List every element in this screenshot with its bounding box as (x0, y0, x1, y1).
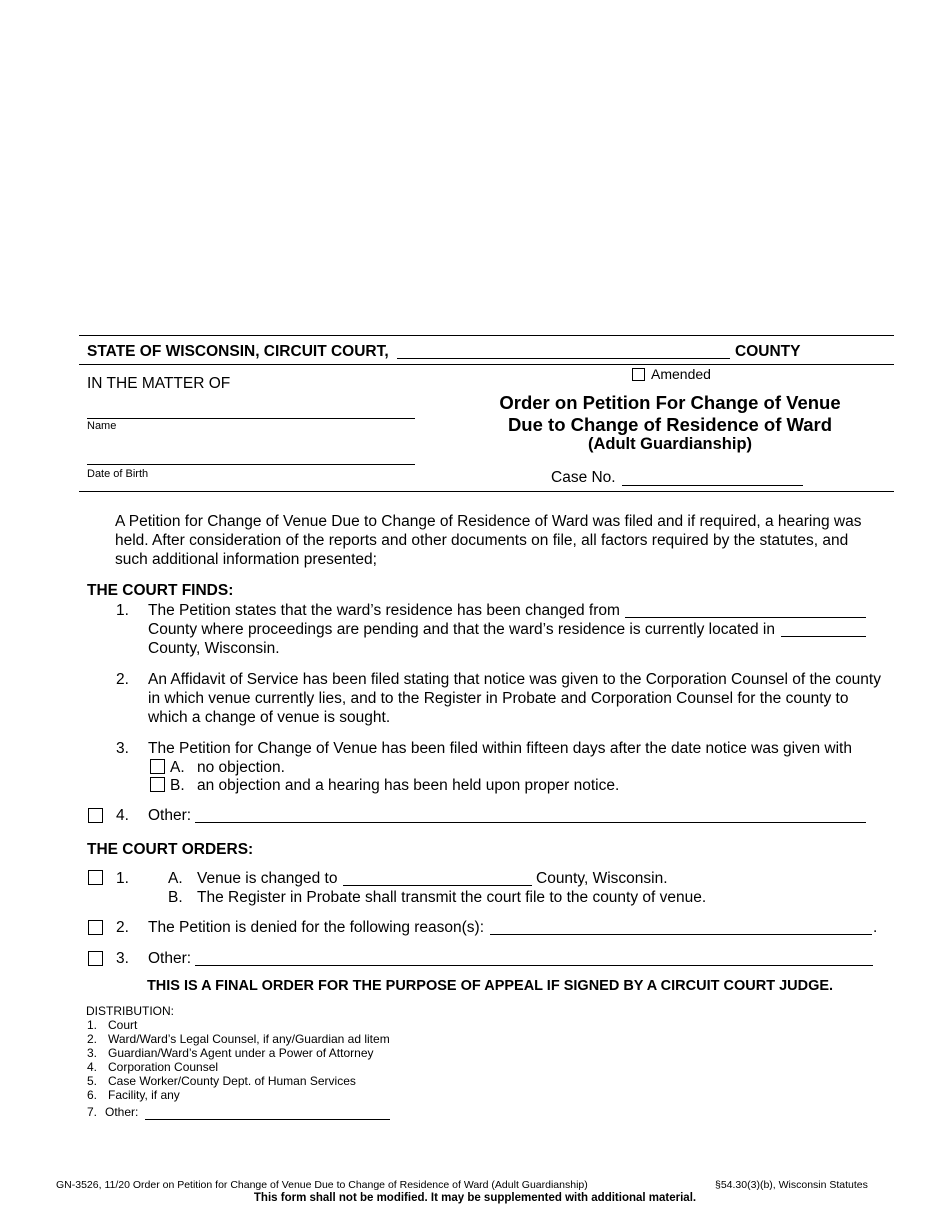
order-other-field[interactable] (195, 965, 873, 966)
form-title-line3: (Adult Guardianship) (587, 435, 753, 453)
final-order-notice: THIS IS A FINAL ORDER FOR THE PURPOSE OF APPEAL IF SIGNED BY A CIRCUIT COURT JUDGE. (146, 978, 834, 994)
former-county-field[interactable] (625, 617, 866, 618)
form-title-line1: Order on Petition For Change of Venue (499, 392, 841, 413)
finding3-num: 3. (116, 740, 129, 757)
finding2-line3: which a change of venue is sought. (148, 709, 391, 726)
order1-a-letter: A. (168, 870, 183, 887)
dist-num-3: 3. (87, 1046, 98, 1060)
order1-b-text: The Register in Probate shall transmit the court file to the county of venue. (197, 889, 707, 906)
finding1-line2: County where proceedings are pending and that the ward’s residence is currently located in (148, 621, 775, 638)
header-bottom-rule (79, 491, 894, 492)
order3-num: 3. (116, 950, 129, 967)
dist-num-4: 4. (87, 1060, 98, 1074)
order2-label: The Petition is denied for the following reason(s): (148, 919, 485, 936)
dist-item-1: Court (108, 1018, 138, 1032)
dob-label: Date of Birth (87, 468, 149, 480)
order1-a-prefix: Venue is changed to (197, 870, 338, 887)
order2-period: . (873, 919, 878, 936)
court-prefix: STATE OF WISCONSIN, CIRCUIT COURT, (87, 343, 389, 360)
findings-heading: THE COURT FINDS: (87, 582, 234, 599)
header-second-rule (79, 364, 894, 365)
footer-form-id: GN-3526, 11/20 Order on Petition for Change of Venue Due to Change of Residence of Ward (Adult Guardianship) (56, 1179, 588, 1191)
intro-line1: A Petition for Change of Venue Due to Change of Residence of Ward was filed and if required, a hearing was (115, 513, 862, 530)
finding1-line3: County, Wisconsin. (148, 640, 280, 657)
finding1-line1: The Petition states that the ward’s residence has been changed from (148, 602, 620, 619)
form-title-line2: Due to Change of Residence of Ward (507, 414, 833, 435)
distribution-heading: DISTRIBUTION: (86, 1004, 175, 1018)
current-county-field[interactable] (781, 636, 866, 637)
dist-num-1: 1. (87, 1018, 98, 1032)
dist-num-7: 7. (87, 1105, 98, 1119)
dob-field[interactable] (87, 464, 415, 465)
dist-item-4: Corporation Counsel (108, 1060, 219, 1074)
dist-item-3: Guardian/Ward’s Agent under a Power of Attorney (108, 1046, 374, 1060)
finding3-line1: The Petition for Change of Venue has been filed within fifteen days after the date notice was given with (148, 740, 852, 757)
venue-change-checkbox[interactable] (88, 870, 103, 885)
new-venue-county-field[interactable] (343, 885, 532, 886)
matter-label: IN THE MATTER OF (87, 375, 231, 392)
option-a-letter: A. (170, 759, 185, 776)
footer-notice: This form shall not be modified. It may be supplemented with additional material. (253, 1192, 697, 1204)
objection-hearing-checkbox[interactable] (150, 777, 165, 792)
option-a-text: no objection. (197, 759, 285, 776)
orders-heading: THE COURT ORDERS: (87, 841, 254, 858)
dist-num-6: 6. (87, 1088, 98, 1102)
finding2-line1: An Affidavit of Service has been filed stating that notice was given to the Corporation Counsel of the county (148, 671, 881, 688)
dist-num-5: 5. (87, 1074, 98, 1088)
finding-other-field[interactable] (195, 822, 866, 823)
amended-checkbox[interactable] (632, 368, 645, 381)
dist-other-label: Other: (105, 1105, 139, 1119)
petition-denied-checkbox[interactable] (88, 920, 103, 935)
order1-a-suffix: County, Wisconsin. (536, 870, 668, 887)
denial-reason-field[interactable] (490, 934, 872, 935)
finding-other-checkbox[interactable] (88, 808, 103, 823)
order2-num: 2. (116, 919, 129, 936)
dist-item-5: Case Worker/County Dept. of Human Services (108, 1074, 356, 1088)
court-county-field[interactable] (397, 358, 730, 359)
footer-statute: §54.30(3)(b), Wisconsin Statutes (715, 1179, 868, 1191)
option-b-letter: B. (170, 777, 185, 794)
finding2-num: 2. (116, 671, 129, 688)
intro-line2: held. After consideration of the reports and other documents on file, all factors required by the statutes, and (115, 532, 849, 549)
order1-num: 1. (116, 870, 129, 887)
dist-item-2: Ward/Ward’s Legal Counsel, if any/Guardian ad litem (108, 1032, 390, 1046)
order-other-label: Other: (148, 950, 192, 967)
finding2-line2: in which venue currently lies, and to the Register in Probate and Corporation Counsel for the county to (148, 690, 849, 707)
name-field[interactable] (87, 418, 415, 419)
dist-other-field[interactable] (145, 1119, 390, 1120)
intro-line3: such additional information presented; (115, 551, 377, 568)
name-label: Name (87, 420, 117, 432)
amended-label: Amended (651, 366, 711, 382)
county-label: COUNTY (735, 343, 801, 360)
case-no-label: Case No. (551, 469, 616, 486)
header-top-rule (79, 335, 894, 336)
order-other-checkbox[interactable] (88, 951, 103, 966)
finding-other-label: Other: (148, 807, 192, 824)
finding4-num: 4. (116, 807, 129, 824)
option-b-text: an objection and a hearing has been held upon proper notice. (197, 777, 620, 794)
case-no-field[interactable] (622, 485, 803, 486)
dist-item-6: Facility, if any (108, 1088, 180, 1102)
dist-num-2: 2. (87, 1032, 98, 1046)
finding1-num: 1. (116, 602, 129, 619)
order1-b-letter: B. (168, 889, 183, 906)
no-objection-checkbox[interactable] (150, 759, 165, 774)
